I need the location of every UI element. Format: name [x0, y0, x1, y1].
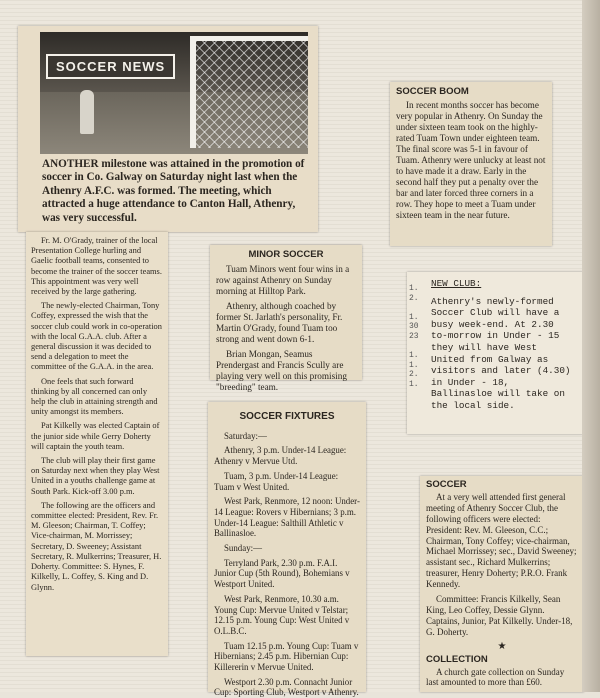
news-paragraph: The club will play their first game on Saturday next when they play West United in a youths challenge game at South Park. Kick-off 3.00 p.m.: [31, 456, 160, 496]
fixture-line: Tuam 12.15 p.m. Young Cup: Tuam v Hibernians; 2.45 p.m. Hibernian Cup: Killererin v Mervue United.: [214, 640, 359, 673]
new-club-text: Athenry's newly-formed Soccer Club will have a busy week-end. At 2.30 to-morrow in Under - 15 they will have West United from Galway as visitors and later (4.30) in Under - 18, Ballinasloe will take on the local side.: [431, 295, 571, 411]
minor-soccer-heading: MINOR SOCCER: [248, 249, 324, 260]
news-paragraph: One feels that such forward thinking by all concerned can only help the club in attaining strength and unity amongst its members.: [31, 376, 158, 417]
margin-notes: 1. 2. 1. 30 23 1. 1. 2. 1.: [409, 284, 419, 389]
soccer-officers-clipping: [420, 476, 584, 692]
soccer-boom-clipping: [390, 82, 552, 246]
minor-paragraph: Brian Mongan, Seamus Prendergast and Francis Scully are playing very well on this promising "breeding" team.: [216, 349, 347, 392]
soccer-boom-heading: SOCCER BOOM: [396, 86, 469, 97]
fixture-line: Terryland Park, 2.30 p.m. F.A.I. Junior Cup (5th Round), Bohemians v Westport United.: [214, 557, 350, 590]
minor-paragraph: Tuam Minors went four wins in a row against Athenry on Sunday morning at Hilltop Park.: [216, 264, 350, 296]
fixture-line: West Park, Renmore, 12 noon: Under-14 League: Rovers v Hibernians; 3 p.m. Under-14 League: Salthill Athletic v Ballinasloe.: [214, 496, 360, 539]
new-club-heading: NEW CLUB:: [431, 278, 482, 289]
collection-text: A church gate collection on Sunday last amounted to more than £60.: [426, 666, 565, 688]
fixture-line: Saturday:—: [224, 430, 267, 441]
soccer-paragraph: Committee: Francis Kilkelly, Sean King, Leo Coffey, Dessie Glynn. Captains, Junior, Pat Kilkelly. Under-18, G. Doherty.: [426, 594, 573, 637]
player-figure: [80, 90, 94, 134]
news-paragraph: The newly-elected Chairman, Tony Coffey, expressed the wish that the soccer club could work in co-operation with the local G.A.A. club. After a general discussion it was decided to send a delegation to meet the committee of the G.A.A. in the area.: [31, 301, 162, 372]
soccer-boom-text: In recent months soccer has become very popular in Athenry. On Sunday the under sixteen team took on the highly-rated Tuam Town under eighteen team. The final score was 5-1 in favour of Tuam. Athenry were unlucky at least not to have made it a draw. Early in the second half they put a penalty over the bar and later forced three corners in a row. They hope to meet a Tuam under sixteen team in the near future.: [396, 100, 546, 220]
fixture-line: Tuam, 3 p.m. Under-14 League: Tuam v West United.: [214, 470, 339, 492]
minor-soccer-clipping: [210, 245, 362, 392]
fixture-line: West Park, Renmore, 10.30 a.m. Young Cup: Mervue United v Telstar; 12.15 p.m. Young Cup: West United v O.L.B.C.: [214, 593, 350, 636]
star-icon: ★: [497, 640, 507, 652]
news-paragraph: Fr. M. O'Grady, trainer of the local Presentation College hurling and Gaelic football teams, consented to become the trainer of the soccer teams. This appointment was very well received by the large gathering.: [31, 236, 162, 297]
soccer-paragraph: At a very well attended first general meeting of Athenry Soccer Club, the following officers were elected: President: Rev. M. Gleeson, C.C.; Chairman, Tony Coffey; vice-chairman, Michael Morrissey; sec., David Sweeney; assistant sec., Richard Mulkerrins; treasurer, Henry Doherty; P.R.O. Frank Kennedy.: [426, 491, 577, 590]
fixture-line: Westport 2.30 p.m. Connacht Junior Cup: Sporting Club, Westport v Athenry.: [214, 676, 359, 698]
fixture-line: Athenry, 3 p.m. Under-14 League: Athenry v Mervue Utd.: [214, 445, 347, 467]
news-paragraph: The following are the officers and committee elected: President, Rev. Fr. M. Gleeson; Chairman, T. Coffey; Vice-chairman, M. Morrissey; Secretary, D. Sweeney; Assistant Secretary, R. Mulkerrins; Treasurer, H. Doherty. Committee: S. Hynes, F. Kilkelly, L. Coffey, S. King and D. Glynn.: [31, 500, 162, 592]
fixtures-heading: SOCCER FIXTURES: [239, 411, 335, 422]
soccer-news-badge: SOCCER NEWS: [46, 54, 175, 79]
news-paragraph: Pat Kilkelly was elected Captain of the junior side while Gerry Doherty will captain the youth team.: [31, 421, 160, 451]
news-lead-paragraph: ANOTHER milestone was attained in the promotion of soccer in Co. Galway on Saturday night last when the Athenry A.F.C. was formed. The meeting, which attracted a huge attendance to Canton Hall, Athenry, was very successful.: [42, 158, 305, 224]
new-club-note: [407, 272, 583, 434]
fixture-line: Sunday:—: [224, 543, 262, 554]
album-spine: [582, 0, 600, 692]
soccer-news-clipping: [18, 26, 318, 232]
soccer-fixtures-clipping: [208, 402, 366, 698]
soccer-heading: SOCCER: [426, 479, 467, 490]
collection-heading: COLLECTION: [426, 653, 488, 665]
minor-paragraph: Athenry, although coached by former St. Jarlath's personality, Fr. Martin O'Grady, found Tuam too strong and went down 6-1.: [216, 301, 343, 344]
goal-net-photo: [40, 32, 308, 154]
soccer-news-body-clipping: [26, 232, 168, 656]
